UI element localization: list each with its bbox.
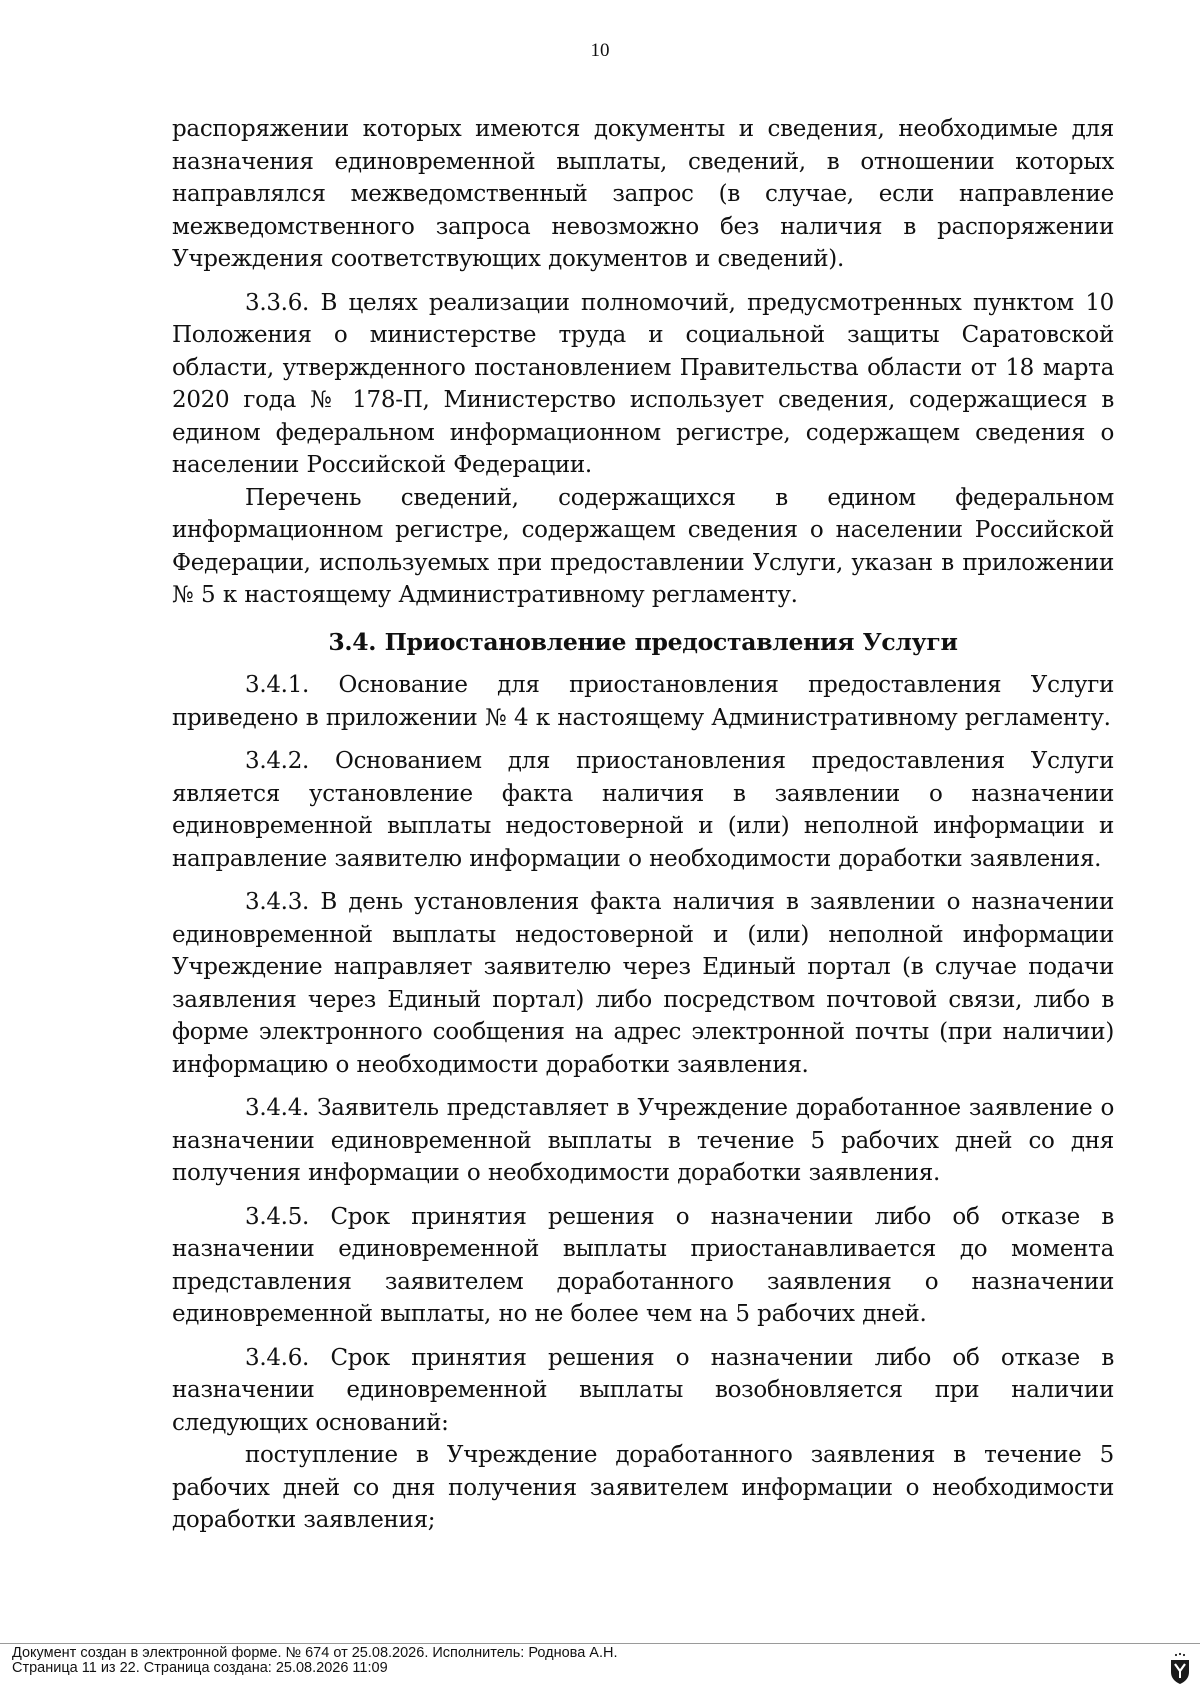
footer-line-page-info: Страница 11 из 22. Страница создана: 25.08.2026 11:09 <box>12 1660 388 1676</box>
document-footer <box>12 1646 1112 1676</box>
paragraph-continuation: распоряжении которых имеются документы и сведения, необходимые для назначения единовременной выплаты, сведений, в отношении которых направлялся межведомственный запрос (в случае, если направление межведомственного запроса невозможно без наличия в распоряжении Учреждения соответствующих документов и сведений). <box>172 116 1114 272</box>
paragraph-3-4-6: 3.4.6. Срок принятия решения о назначении либо об отказе в назначении единовременной выплаты возобновляется при наличии следующих оснований: <box>172 1344 1114 1436</box>
paragraph-3-4-3: 3.4.3. В день установления факта наличия в заявлении о назначении единовременной выплаты недостоверной и (или) неполной информации Учреждение направляет заявителю через Единый портал (в случае подачи заявления через Единый портал) либо посредством почтовой связи, либо в форме электронного сообщения на адрес электронной почты (при наличии) информацию о необходимости доработки заявления. <box>172 889 1114 1078</box>
paragraph-3-4-5: 3.4.5. Срок принятия решения о назначении либо об отказе в назначении единовременной выплаты приостанавливается до момента представления заявителем доработанного заявления о назначении единовременной выплаты, но не более чем на 5 рабочих дней. <box>172 1203 1114 1327</box>
region-emblem-icon <box>1168 1652 1192 1686</box>
paragraph-3-3-6: 3.3.6. В целях реализации полномочий, предусмотренных пунктом 10 Положения о министерстве труда и социальной защиты Саратовской области, утвержденного постановлением Правительства области от 18 марта 2020 года № 178-П, Министерство использует сведения, содержащиеся в едином федеральном информационном регистре, содержащем сведения о населении Российской Федерации. <box>172 289 1114 478</box>
footer-line-document-info: Документ создан в электронной форме. № 674 от 25.08.2026. Исполнитель: Роднова А.Н. <box>12 1645 618 1661</box>
footer-divider <box>0 1643 1200 1644</box>
page-number: 10 <box>590 40 610 61</box>
document-body <box>172 113 1114 1537</box>
paragraph-3-4-2: 3.4.2. Основанием для приостановления предоставления Услуги является установление факта наличия в заявлении о назначении единовременной выплаты недостоверной и (или) неполной информации и направление заявителю информации о необходимости доработки заявления. <box>172 748 1114 872</box>
paragraph-register-list: Перечень сведений, содержащихся в едином федеральном информационном регистре, содержащем сведения о населении Российской Федерации, используемых при предоставлении Услуги, указан в приложении № 5 к настоящему Административному регламенту. <box>172 484 1114 608</box>
paragraph-resume-condition: поступление в Учреждение доработанного заявления в течение 5 рабочих дней со дня получения заявителем информации о необходимости доработки заявления; <box>172 1442 1114 1533</box>
paragraph-3-4-4: 3.4.4. Заявитель представляет в Учреждение доработанное заявление о назначении единовременной выплаты в течение 5 рабочих дней со дня получения информации о необходимости доработки заявления. <box>172 1095 1114 1186</box>
section-heading-3-4: 3.4. Приостановление предоставления Услуги <box>328 627 958 656</box>
paragraph-3-4-1: 3.4.1. Основание для приостановления предоставления Услуги приведено в приложении № 4 к настоящему Административному регламенту. <box>172 672 1114 731</box>
